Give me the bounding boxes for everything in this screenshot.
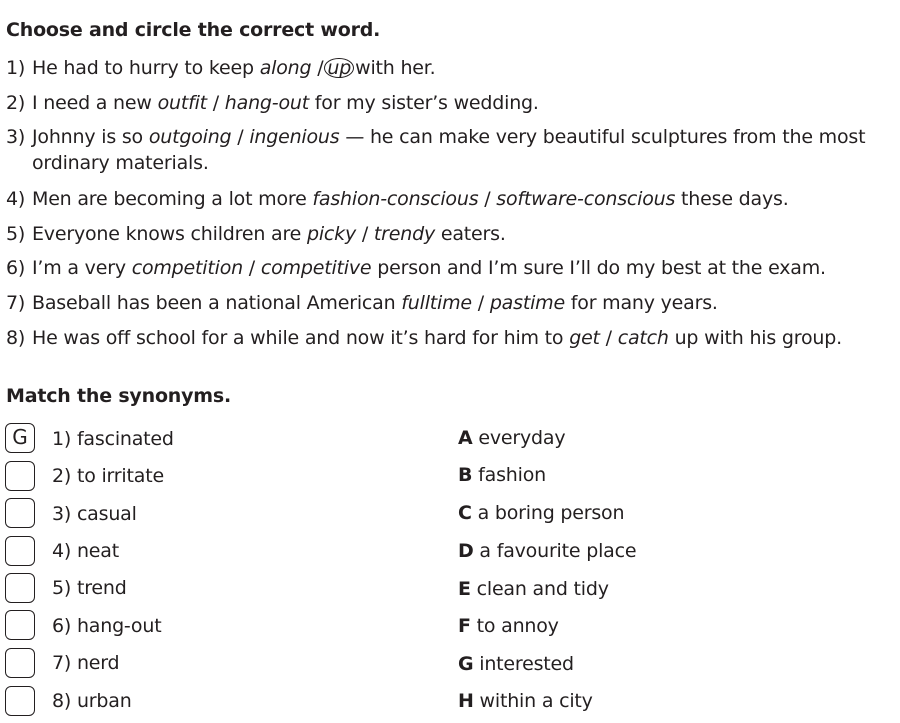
exercise-item-3: 3) Johnny is so outgoing / ingenious — he can make very beautiful sculptures from the most ordinary materials.	[6, 126, 866, 174]
match-right-D: D a favourite place	[458, 540, 637, 562]
match-left-7: 7) nerd	[52, 652, 120, 674]
option-up-circled[interactable]: up	[324, 58, 354, 78]
match-right-E: E clean and tidy	[458, 578, 609, 600]
match-left-2: 2) to irritate	[52, 465, 164, 487]
option-hang-out[interactable]: hang-out	[224, 92, 309, 114]
option-outfit[interactable]: outfit	[157, 92, 207, 114]
exercise-item-8: 8) He was off school for a while and now it’s hard for him to get / catch up with his group.	[6, 327, 842, 349]
option-fulltime[interactable]: fulltime	[401, 292, 472, 314]
match-left-3: 3) casual	[52, 503, 137, 525]
answer-box-1[interactable]: G	[5, 423, 35, 453]
match-left-4: 4) neat	[52, 540, 119, 562]
option-get[interactable]: get	[569, 327, 600, 349]
answer-box-6[interactable]	[5, 610, 35, 640]
match-right-C: C a boring person	[458, 502, 625, 524]
item-3-continuation: ordinary materials.	[32, 152, 209, 174]
match-right-G: G interested	[458, 653, 574, 675]
exercise-item-6: 6) I’m a very competition / competitive person and I’m sure I’ll do my best at the exam.	[6, 257, 826, 279]
exercise-item-1: 1) He had to hurry to keep along / up with her.	[6, 57, 436, 79]
option-along[interactable]: along	[259, 57, 312, 79]
option-pastime[interactable]: pastime	[489, 292, 565, 314]
match-left-8: 8) urban	[52, 690, 132, 712]
match-left-6: 6) hang-out	[52, 615, 162, 637]
section-1-title: Choose and circle the correct word.	[6, 19, 381, 41]
answer-box-5[interactable]	[5, 573, 35, 603]
answer-box-2[interactable]	[5, 461, 35, 491]
option-software-conscious[interactable]: software-conscious	[496, 188, 676, 210]
option-outgoing[interactable]: outgoing	[148, 126, 232, 148]
option-ingenious[interactable]: ingenious	[249, 126, 340, 148]
exercise-item-4: 4) Men are becoming a lot more fashion-conscious / software-conscious these days.	[6, 188, 789, 210]
section-2-title: Match the synonyms.	[6, 385, 232, 407]
answer-box-4[interactable]	[5, 536, 35, 566]
exercise-item-7: 7) Baseball has been a national American fulltime / pastime for many years.	[6, 292, 718, 314]
option-competitive[interactable]: competitive	[260, 257, 372, 279]
option-catch[interactable]: catch	[617, 327, 669, 349]
option-fashion-conscious[interactable]: fashion-conscious	[312, 188, 479, 210]
match-left-1: 1) fascinated	[52, 428, 174, 450]
match-left-5: 5) trend	[52, 577, 127, 599]
option-competition[interactable]: competition	[131, 257, 243, 279]
exercise-item-5: 5) Everyone knows children are picky / trendy eaters.	[6, 223, 506, 245]
option-picky[interactable]: picky	[306, 223, 357, 245]
match-right-H: H within a city	[458, 690, 593, 712]
answer-box-7[interactable]	[5, 648, 35, 678]
match-right-F: F to annoy	[458, 615, 559, 637]
match-right-A: A everyday	[458, 427, 566, 449]
answer-box-8[interactable]	[5, 686, 35, 716]
option-trendy[interactable]: trendy	[373, 223, 436, 245]
match-right-B: B fashion	[458, 464, 546, 486]
exercise-item-2: 2) I need a new outfit / hang-out for my sister’s wedding.	[6, 92, 539, 114]
answer-box-3[interactable]	[5, 498, 35, 528]
